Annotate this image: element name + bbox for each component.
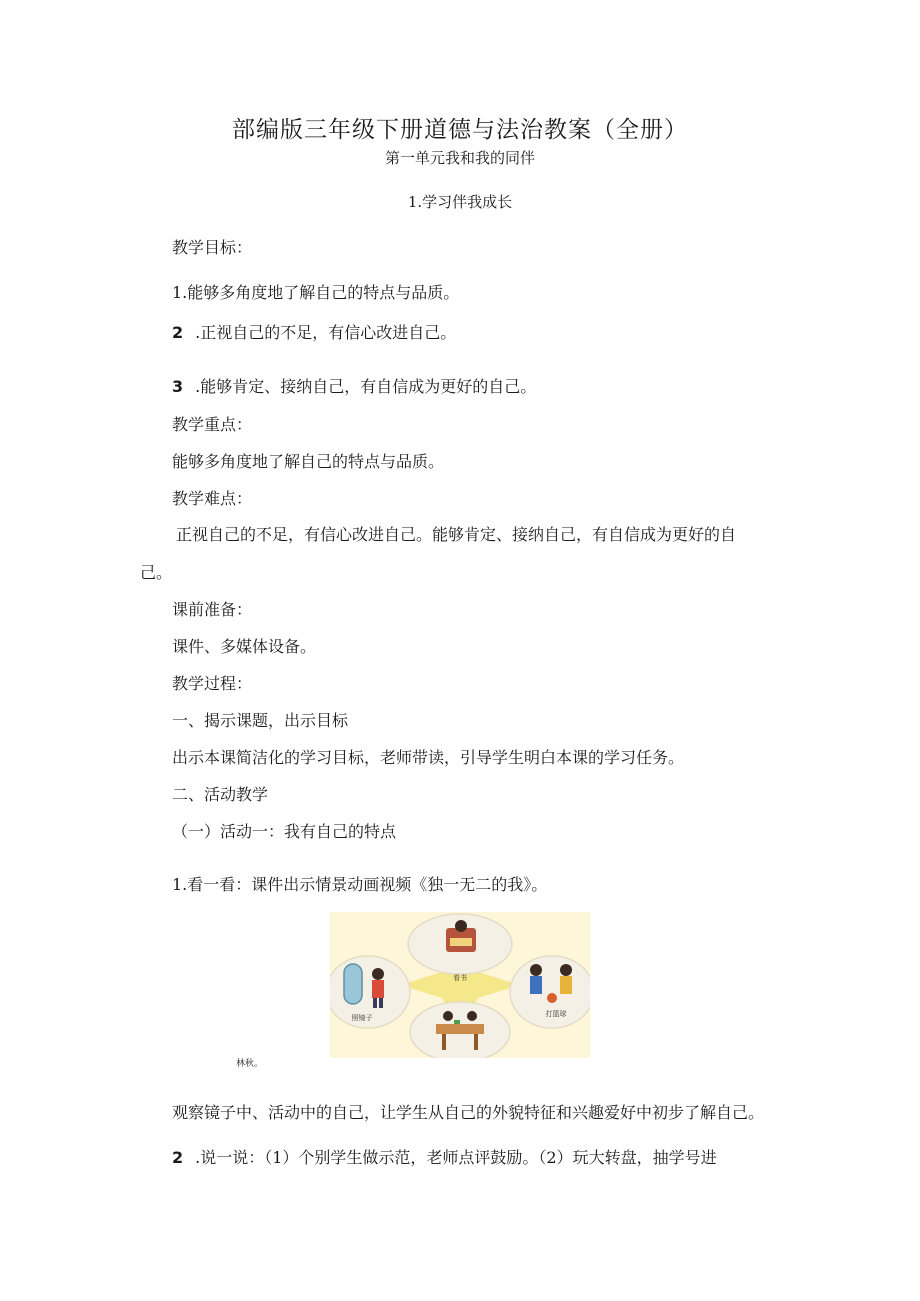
- look-instruction: 1.看一看：课件出示情景动画视频《独一无二的我》。: [172, 875, 548, 894]
- objective-2-number: 2: [172, 323, 184, 342]
- objective-3-text: .能够肯定、接纳自己，有自信成为更好的自己。: [195, 377, 537, 396]
- label-basketball: 打篮球: [545, 1010, 567, 1018]
- objective-2-text: .正视自己的不足，有信心改进自己。: [195, 323, 457, 342]
- document-title: 部编版三年级下册道德与法治教案（全册）: [232, 117, 688, 143]
- say-text: .说一说：（1）个别学生做示范，老师点评鼓励。（2）玩大转盘，抽学号进: [195, 1148, 717, 1167]
- activity-illustration: [330, 912, 590, 1058]
- say-number: 2: [172, 1148, 184, 1167]
- difficulty-line-2: 己。: [140, 563, 173, 582]
- step-1-heading: 一、揭示课题，出示目标: [172, 711, 349, 730]
- objectives-heading: 教学目标：: [172, 238, 253, 257]
- difficulty-heading: 教学难点：: [172, 489, 253, 508]
- key-point-heading: 教学重点：: [172, 415, 253, 434]
- unit-title: 第一单元我和我的同伴: [384, 149, 535, 167]
- objective-3: [172, 377, 536, 397]
- key-point: 能够多角度地了解自己的特点与品质。: [172, 452, 445, 471]
- objective-3-number: 3: [172, 377, 184, 396]
- prep-heading: 课前准备：: [172, 600, 253, 619]
- observe-text: 观察镜子中、活动中的自己，让学生从自己的外貌特征和兴趣爱好中初步了解自己。: [172, 1103, 765, 1122]
- process-heading: 教学过程：: [172, 674, 253, 693]
- say-instruction: [172, 1148, 717, 1168]
- label-mirror: 照镜子: [351, 1014, 373, 1022]
- step-1-text: 出示本课简洁化的学习目标，老师带读，引导学生明白本课的学习任务。: [172, 748, 685, 767]
- label-reading: 看书: [453, 974, 467, 982]
- objective-2: [172, 323, 456, 343]
- lesson-title: 1.学习伴我成长: [407, 193, 513, 211]
- difficulty-line-1: 正视自己的不足，有信心改进自己。能够肯定、接纳自己，有自信成为更好的自: [176, 525, 737, 544]
- objective-1: 1.能够多角度地了解自己的特点与品质。: [172, 283, 460, 302]
- prep-text: 课件、多媒体设备。: [172, 637, 317, 656]
- activity-1-heading: （一）活动一：我有自己的特点: [172, 822, 397, 841]
- step-2-heading: 二、活动教学: [172, 785, 269, 804]
- illustration-caption: 林秋。: [236, 1059, 264, 1069]
